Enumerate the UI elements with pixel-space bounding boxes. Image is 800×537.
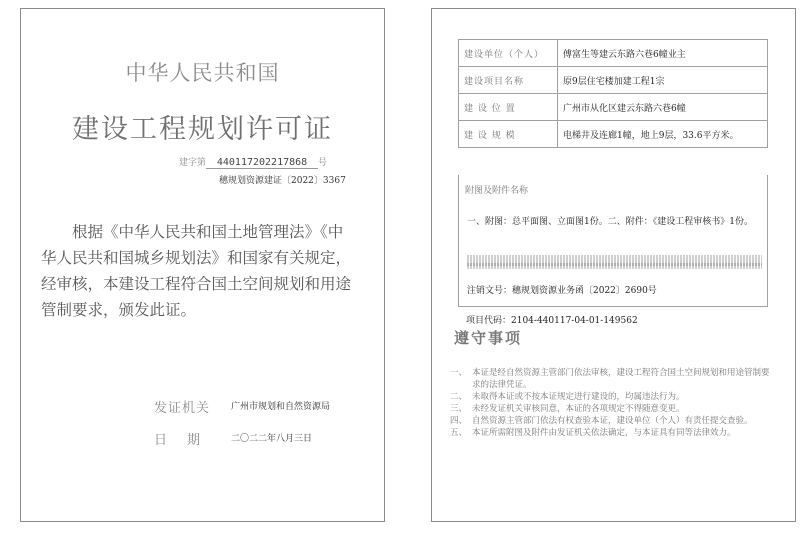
row-value: 电梯井及连廊1幢，地上9层，33.6平方米。 bbox=[558, 121, 768, 148]
issuer-label: 发证机关 bbox=[154, 401, 211, 416]
fine-print-text bbox=[467, 263, 762, 266]
note-text: 未经发证机关审核同意，本证的各项规定不得随意变更。 bbox=[472, 404, 685, 414]
certificate-title: 建设工程规划许可证 bbox=[72, 114, 333, 145]
note-item bbox=[450, 427, 775, 439]
certificate-details-page bbox=[431, 8, 796, 522]
date-label: 日期 bbox=[154, 433, 221, 448]
table-row bbox=[459, 121, 768, 148]
note-item bbox=[450, 403, 775, 415]
table-row bbox=[459, 67, 768, 94]
reference-number: 穗规划资源建证〔2022〕3367 bbox=[219, 176, 346, 186]
notes-list bbox=[450, 367, 775, 439]
issuer-value: 广州市规划和自然资源局 bbox=[231, 402, 331, 412]
note-text: 未取得本证或不按本证规定进行建设的，均属违法行为。 bbox=[472, 392, 685, 402]
note-number: 五、 bbox=[450, 428, 468, 438]
table-row bbox=[459, 94, 768, 121]
notes-title: 遵守事项 bbox=[454, 329, 523, 347]
note-number: 三、 bbox=[450, 404, 468, 414]
note-number: 二、 bbox=[450, 392, 468, 402]
table-row bbox=[459, 40, 768, 67]
row-value: 傅富生等建云东路六巷6幢业主 bbox=[558, 40, 768, 67]
note-item bbox=[450, 367, 775, 391]
issue-date: 二〇二二年八月三日 bbox=[231, 434, 313, 444]
row-value: 原9层住宅楼加建工程1宗 bbox=[558, 67, 768, 94]
certificate-number: 440117202217868 bbox=[206, 157, 318, 169]
certificate-number-row bbox=[179, 155, 327, 169]
note-text: 本证所需附图及附件由发证机关依法确定，与本证具有同等法律效力。 bbox=[472, 428, 736, 438]
note-item bbox=[450, 391, 775, 403]
country-name: 中华人民共和国 bbox=[125, 61, 280, 85]
note-text: 本证是经自然资源主管部门依法审核，建设工程符合国土空间规划和用途管制要求的法律凭证。 bbox=[472, 368, 770, 390]
row-label: 建设项目名称 bbox=[459, 67, 558, 94]
attachments-section bbox=[458, 175, 768, 307]
row-label: 建 设 规 模 bbox=[459, 121, 558, 148]
row-value: 广州市从化区建云东路六巷6幢 bbox=[558, 94, 768, 121]
certificate-body-text: 根据《中华人民共和国土地管理法》《中华人民共和国城乡规划法》和国家有关规定，经审核，本建设工程符合国土空间规划和用途管制要求，颁发此证。 bbox=[41, 223, 352, 319]
project-info-table bbox=[458, 39, 768, 148]
row-label: 建 设 位 置 bbox=[459, 94, 558, 121]
fine-print-text bbox=[467, 255, 762, 269]
project-code: 项目代码：2104-440117-04-01-149562 bbox=[466, 316, 638, 326]
note-text: 自然资源主管部门依法有权查验本证，建设单位（个人）有责任提交查验。 bbox=[472, 416, 753, 426]
cert-no-prefix: 建字第 bbox=[179, 158, 207, 168]
attachments-content: 一、附图：总平面图、立面图1份。二、附件：《建设工程审核书》1份。 bbox=[467, 217, 753, 227]
cancellation-document-number: 注销文号：穗规划资源业务函〔2022〕2690号 bbox=[467, 286, 657, 296]
note-number: 一、 bbox=[450, 368, 468, 378]
attachments-label: 附图及附件名称 bbox=[465, 186, 529, 196]
cert-no-suffix: 号 bbox=[318, 158, 328, 168]
row-label: 建设单位（个人） bbox=[459, 40, 558, 67]
note-number: 四、 bbox=[450, 416, 468, 426]
certificate-cover-page bbox=[20, 8, 385, 522]
note-item bbox=[450, 415, 775, 427]
